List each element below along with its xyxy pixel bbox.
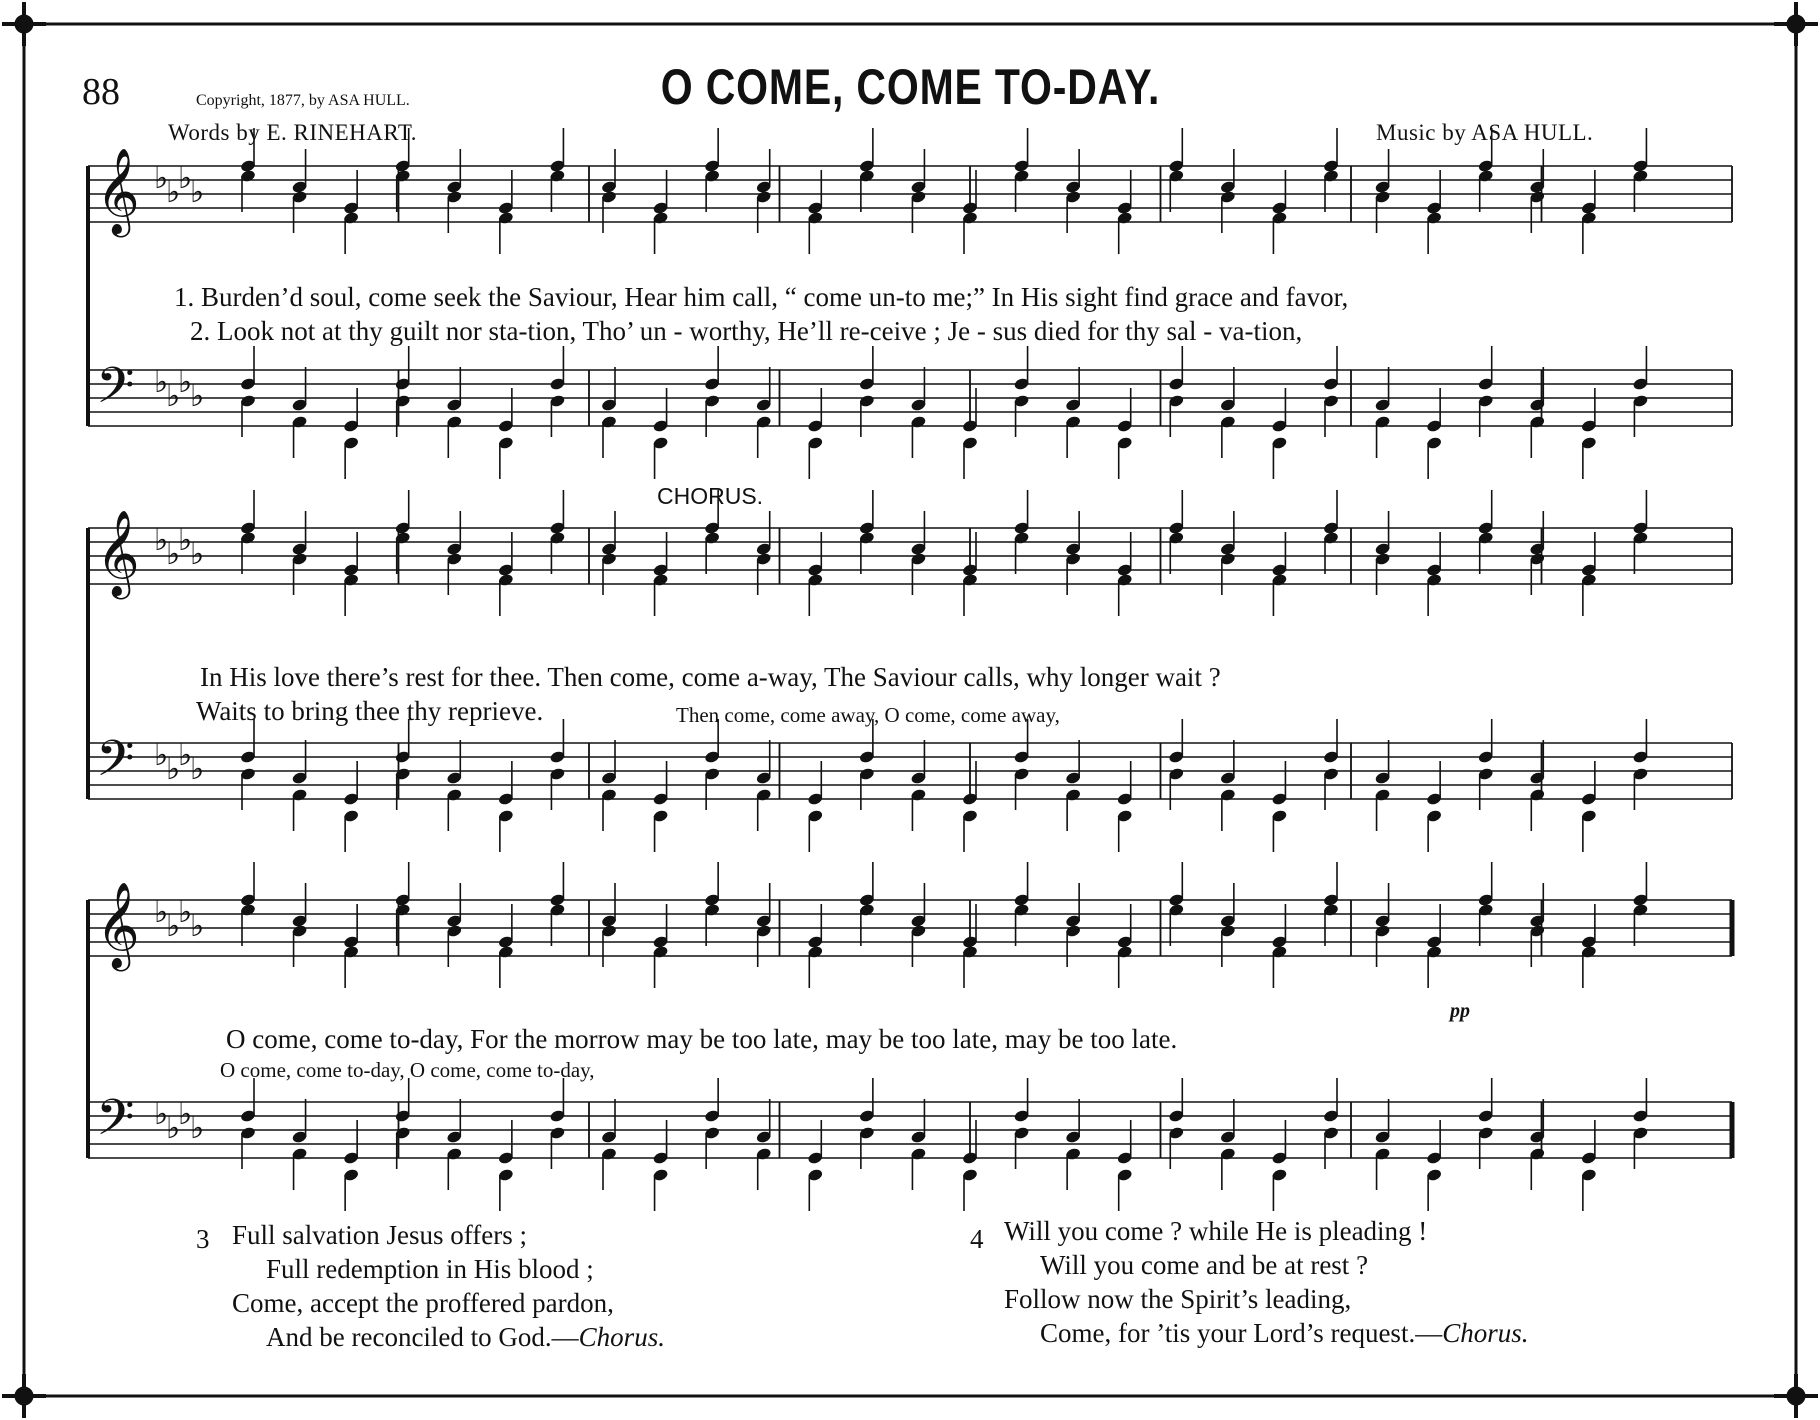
final-echo-lyrics: O come, come to-day, O come, come to-day,	[220, 1058, 595, 1082]
flat-sign-icon: ♭	[154, 523, 169, 558]
stanza-4-line-3: Follow now the Spirit’s leading,	[1004, 1284, 1352, 1314]
flat-sign-icon: ♭	[166, 537, 181, 572]
words-credit: Words by E. RINEHART.	[168, 120, 417, 145]
flat-sign-icon: ♭	[178, 1097, 193, 1132]
stanza-3-line-2: Full redemption in His blood ;	[266, 1254, 594, 1284]
flat-sign-icon: ♭	[178, 161, 193, 196]
bass-clef-icon: 𝄢	[96, 1089, 135, 1159]
flat-sign-icon: ♭	[154, 161, 169, 196]
copyright-notice: Copyright, 1877, by ASA HULL.	[196, 92, 410, 109]
flat-sign-icon: ♭	[178, 895, 193, 930]
corner-flourish	[1774, 1374, 1818, 1418]
chorus-lyrics-line-2: Waits to bring thee thy reprieve.	[196, 696, 544, 726]
flat-sign-icon: ♭	[154, 738, 169, 773]
treble-clef-icon: 𝄞	[96, 510, 140, 596]
bass-clef-icon: 𝄢	[96, 730, 135, 800]
hymn-title: O COME, COME TO-DAY.	[660, 59, 1160, 115]
stanza-3-line-1: Full salvation Jesus offers ;	[232, 1220, 527, 1250]
flat-sign-icon: ♭	[178, 523, 193, 558]
chorus-lyrics-line-1: In His love there’s rest for thee. Then come, come a-way, The Saviour calls, why longer wait ?	[200, 662, 1221, 692]
flat-sign-icon: ♭	[166, 175, 181, 210]
stanza-4-line-2: Will you come and be at rest ?	[1040, 1250, 1369, 1280]
flat-sign-icon: ♭	[154, 895, 169, 930]
treble-clef-icon: 𝄞	[96, 882, 140, 968]
pianissimo-mark: pp	[1450, 1000, 1470, 1022]
bass-clef-icon: 𝄢	[96, 357, 135, 427]
chorus-label: CHORUS.	[657, 483, 764, 509]
flat-sign-icon: ♭	[190, 379, 205, 414]
stanza-4-refrain: Chorus.	[1442, 1318, 1529, 1348]
flat-sign-icon: ♭	[190, 909, 205, 944]
stanza-4-line-1: Will you come ? while He is pleading !	[1004, 1216, 1428, 1246]
flat-sign-icon: ♭	[166, 752, 181, 787]
stanza-4-line-4: Come, for ’tis your Lord’s request.—Chorus.	[1040, 1318, 1529, 1348]
page-number: 88	[82, 71, 120, 113]
treble-clef-icon: 𝄞	[96, 148, 140, 234]
chorus-echo-lyrics: Then come, come away, O come, come away,	[676, 703, 1060, 727]
flat-sign-icon: ♭	[190, 537, 205, 572]
verse-1-lyrics: 1. Burden’d soul, come seek the Saviour, Hear him call, “ come un-to me;” In His sight find grace and favor,	[174, 282, 1349, 312]
flat-sign-icon: ♭	[166, 909, 181, 944]
flat-sign-icon: ♭	[190, 175, 205, 210]
stanza-3-line-3: Come, accept the proffered pardon,	[232, 1288, 614, 1318]
stanza-3-number: 3	[196, 1224, 210, 1254]
corner-flourish	[2, 1374, 46, 1418]
stanza-3-line-4: And be reconciled to God.—Chorus.	[266, 1322, 665, 1352]
corner-flourish	[1774, 2, 1818, 46]
flat-sign-icon: ♭	[190, 1111, 205, 1146]
flat-sign-icon: ♭	[166, 1111, 181, 1146]
flat-sign-icon: ♭	[166, 379, 181, 414]
flat-sign-icon: ♭	[178, 738, 193, 773]
final-lyrics-line-1: O come, come to-day, For the morrow may be too late, may be too late, may be too late.	[226, 1024, 1178, 1054]
flat-sign-icon: ♭	[178, 365, 193, 400]
flat-sign-icon: ♭	[190, 752, 205, 787]
music-credit: Music by ASA HULL.	[1376, 120, 1594, 145]
flat-sign-icon: ♭	[154, 365, 169, 400]
stanza-4-number: 4	[970, 1224, 984, 1254]
stanza-3-refrain: Chorus.	[578, 1322, 665, 1352]
verse-2-lyrics: 2. Look not at thy guilt nor sta-tion, Tho’ un - worthy, He’ll re-ceive ; Je - sus died for thy sal - va-tion,	[190, 316, 1303, 346]
corner-flourish	[2, 2, 46, 46]
flat-sign-icon: ♭	[154, 1097, 169, 1132]
